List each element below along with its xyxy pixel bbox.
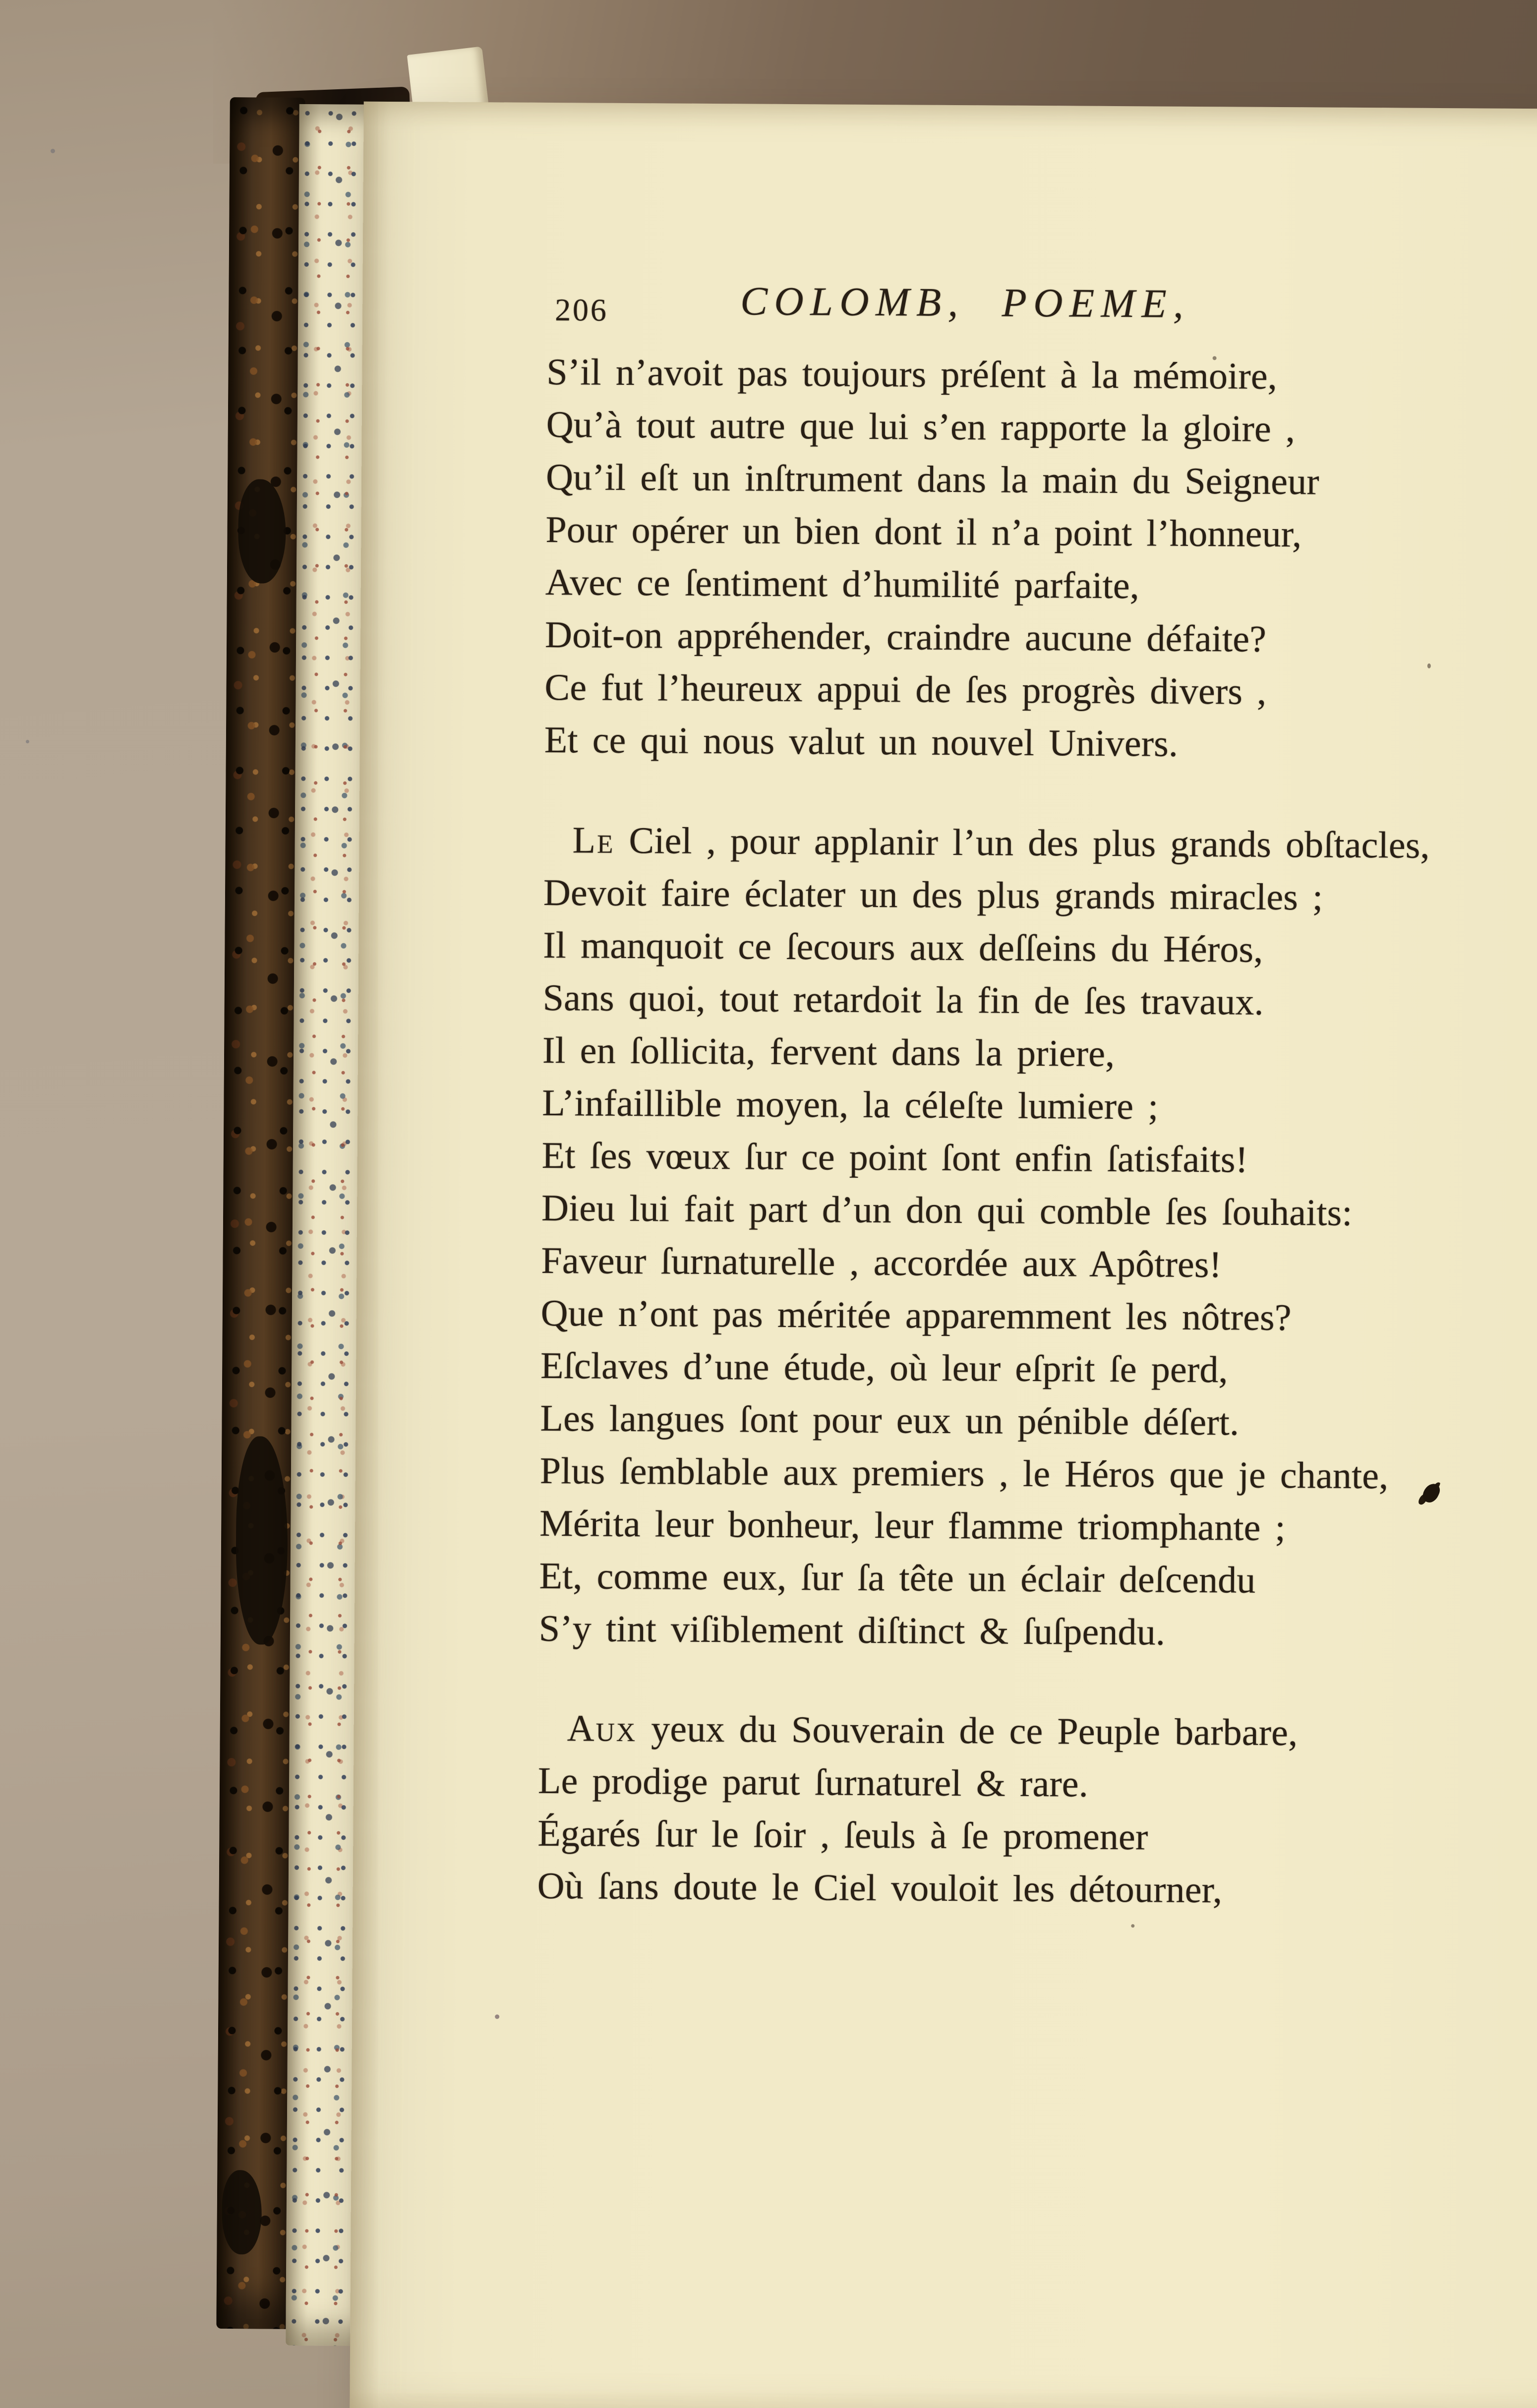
poem-line: Dieu lui fait part d’un don qui comble ſes ſouhaits: bbox=[541, 1187, 1353, 1234]
lead-word: Le bbox=[572, 819, 615, 861]
poem-line bbox=[538, 1702, 1520, 1760]
poem-line: S’il n’avoit pas toujours préſent à la mémoire, bbox=[546, 351, 1278, 397]
poem-line: Et ce qui nous valut un nouvel Univers. bbox=[544, 719, 1179, 765]
poem-line: Sans quoi, tout retardoit la fin de ſes travaux. bbox=[542, 976, 1264, 1023]
page-number: 206 bbox=[554, 292, 608, 328]
poem-line: Égarés ſur le ſoir , ſeuls à ſe promener bbox=[537, 1812, 1148, 1858]
line-text: Ciel , pour applanir l’un des plus grands obſtacles, bbox=[614, 819, 1430, 866]
running-header bbox=[547, 277, 1529, 335]
lead-word: Aux bbox=[567, 1707, 637, 1750]
ink-speck bbox=[495, 2014, 499, 2019]
poem-line: Il manquoit ce ſecours aux deſſeins du Héros, bbox=[543, 924, 1263, 970]
dust-speck bbox=[51, 149, 55, 153]
poem-line: Que n’ont pas méritée apparemment les nôtres? bbox=[540, 1292, 1292, 1339]
poem-line: S’y tint viſiblement diſtinct & ſuſpendu. bbox=[538, 1607, 1166, 1653]
poem-line: Qu’il eſt un inſtrument dans la main du Seigneur bbox=[545, 456, 1319, 503]
poem-line: Eſclaves d’une étude, où leur eſprit ſe perd, bbox=[540, 1344, 1228, 1391]
page-title: COLOMB, POEME, bbox=[740, 278, 1190, 326]
poem-line: Doit-on appréhender, craindre aucune défaite? bbox=[544, 613, 1267, 660]
poem-line: Le prodige parut ſurnaturel & rare. bbox=[537, 1759, 1089, 1805]
poem-line: Et, comme eux, ſur ſa tête un éclair deſcendu bbox=[539, 1555, 1256, 1601]
poem-line: Ce fut l’heureux appui de ſes progrès divers , bbox=[544, 666, 1267, 713]
dust-speck bbox=[26, 740, 29, 743]
stanza bbox=[544, 346, 1529, 772]
leather-patch bbox=[238, 479, 286, 584]
poem-line: Qu’à tout autre que lui s’en rapporte la gloire , bbox=[546, 403, 1296, 450]
leather-patch bbox=[222, 2170, 262, 2254]
leather-patch bbox=[236, 1436, 289, 1645]
poem-line: Pour opérer un bien dont il n’a point l’honneur, bbox=[545, 508, 1302, 555]
poem-line bbox=[543, 814, 1526, 872]
poem-line: L’infaillible moyen, la céleſte lumiere ; bbox=[542, 1082, 1159, 1128]
poem-line: Plus ſemblable aux premiers , le Héros que je chante, bbox=[539, 1449, 1389, 1497]
stanza bbox=[539, 814, 1526, 1661]
poem-line: Mérita leur bonheur, leur flamme triomphante ; bbox=[539, 1502, 1286, 1549]
line-text: yeux du Souverain de ce Peuple barbare, bbox=[637, 1708, 1298, 1754]
poem-line: Les langues ſont pour eux un pénible déſert. bbox=[540, 1397, 1240, 1444]
poem-line: Il en ſollicita, fervent dans la priere, bbox=[542, 1029, 1115, 1075]
stanza bbox=[537, 1702, 1520, 1918]
book bbox=[201, 25, 1537, 2408]
poem-line: Avec ce ſentiment d’humilité parfaite, bbox=[545, 561, 1140, 607]
poem-line: Devoit faire éclater un des plus grands miracles ; bbox=[543, 871, 1323, 918]
poem-line: Où ſans doute le Ciel vouloit les détourner, bbox=[537, 1865, 1223, 1911]
ink-speck bbox=[1131, 1924, 1134, 1927]
poem-line: Et ſes vœux ſur ce point ſont enfin ſatisfaits! bbox=[541, 1134, 1248, 1181]
poem-line: Faveur ſurnaturelle , accordée aux Apôtres! bbox=[541, 1239, 1222, 1286]
printed-text bbox=[537, 277, 1529, 1918]
